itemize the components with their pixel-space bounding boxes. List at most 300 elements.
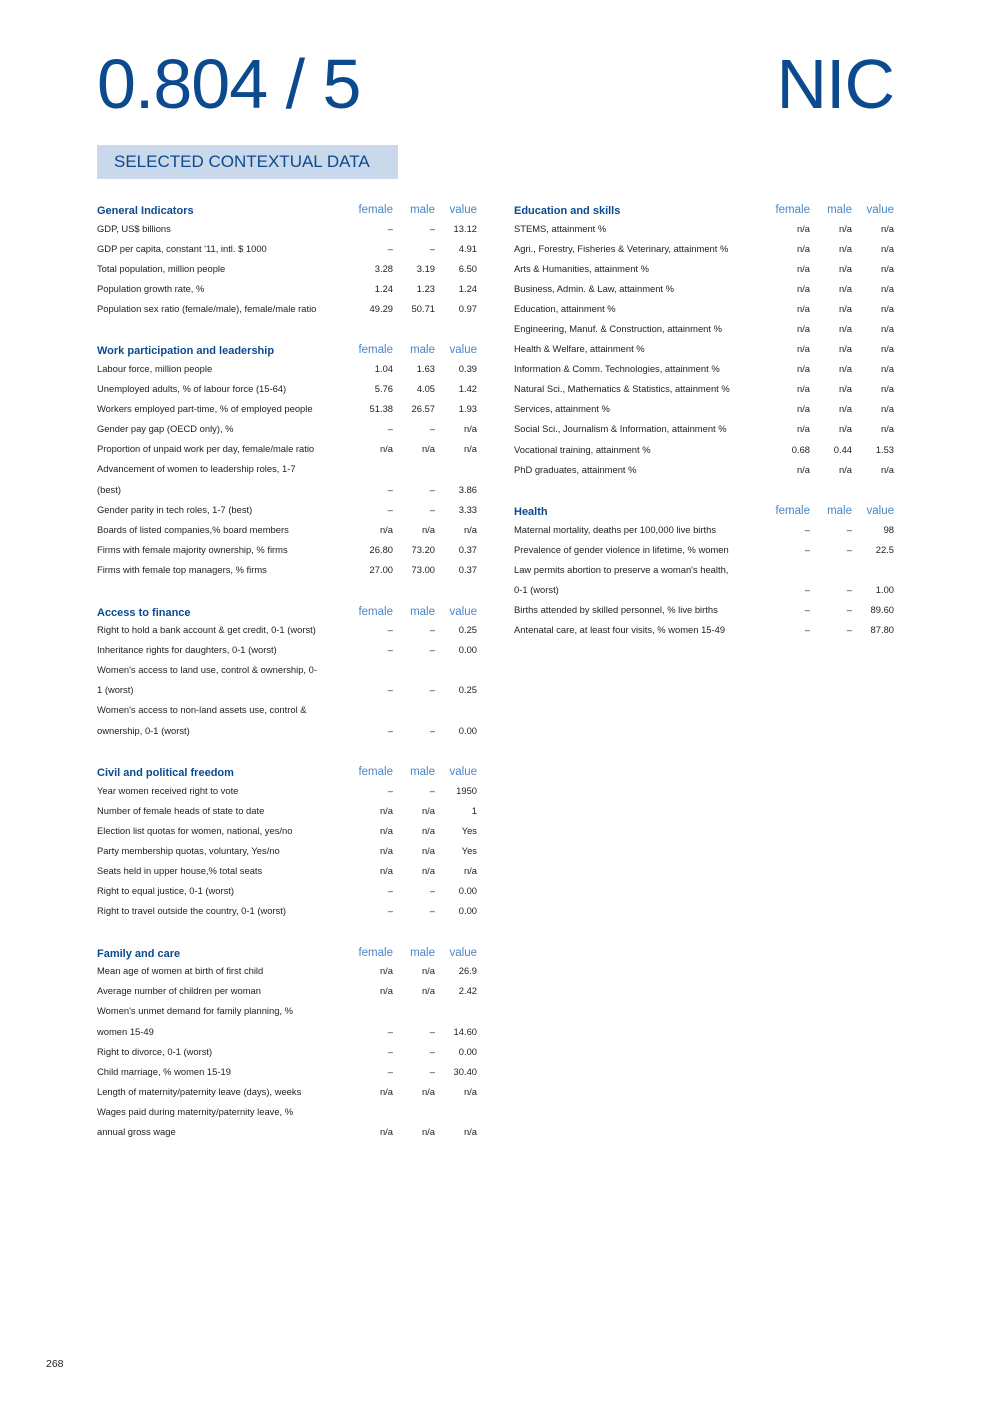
column-header-male: male <box>410 946 435 959</box>
female-value: 1.24 <box>374 282 393 294</box>
male-value: – <box>846 624 852 636</box>
row-label: 0-1 (worst) <box>514 584 559 596</box>
data-row <box>514 298 894 318</box>
data-row <box>514 218 894 238</box>
row-label: Gender pay gap (OECD only), % <box>97 423 234 435</box>
row-label: Education, attainment % <box>514 302 616 314</box>
female-value: n/a <box>796 423 810 435</box>
page-number: 268 <box>46 1358 64 1370</box>
ratio-value: 26.9 <box>458 965 477 977</box>
row-label: Boards of listed companies,% board members <box>97 523 289 535</box>
ratio-value: 3.33 <box>458 503 477 515</box>
female-value: n/a <box>379 985 393 997</box>
row-label: Law permits abortion to preserve a woman's health, <box>514 563 729 575</box>
row-label: Women's access to non-land assets use, control & <box>97 704 307 716</box>
data-row <box>97 238 477 258</box>
data-row <box>97 379 477 399</box>
data-row <box>97 419 477 439</box>
row-label: Unemployed adults, % of labour force (15-64) <box>97 383 287 395</box>
male-value: – <box>429 1045 435 1057</box>
data-row <box>97 700 477 720</box>
data-row <box>514 419 894 439</box>
female-value: – <box>387 1045 393 1057</box>
section-header <box>514 196 894 218</box>
female-value: n/a <box>379 523 393 535</box>
ratio-value: n/a <box>463 864 477 876</box>
data-row <box>514 539 894 559</box>
ratio-value: 0.39 <box>458 363 477 375</box>
ratio-value: 0.25 <box>458 684 477 696</box>
row-label: Right to divorce, 0-1 (worst) <box>97 1045 213 1057</box>
female-value: – <box>387 885 393 897</box>
data-row <box>97 1001 477 1021</box>
ratio-value: n/a <box>880 323 894 335</box>
female-value: n/a <box>379 1085 393 1097</box>
male-value: 73.00 <box>411 563 435 575</box>
male-value: n/a <box>421 985 435 997</box>
data-row <box>514 439 894 459</box>
row-label: Information & Comm. Technologies, attainment % <box>514 363 720 375</box>
section-header <box>514 497 894 519</box>
data-row <box>97 961 477 981</box>
row-label: Agri., Forestry, Fisheries & Veterinary, attainment % <box>514 242 729 254</box>
row-label: GDP, US$ billions <box>97 222 171 234</box>
male-value: 1.63 <box>416 363 435 375</box>
row-label: Seats held in upper house,% total seats <box>97 864 263 876</box>
female-value: n/a <box>379 844 393 856</box>
data-row <box>97 780 477 800</box>
female-value: – <box>804 584 810 596</box>
section-title: Access to finance <box>97 606 191 619</box>
ratio-value: n/a <box>463 443 477 455</box>
data-row <box>97 881 477 901</box>
female-value: n/a <box>796 383 810 395</box>
male-value: – <box>429 1065 435 1077</box>
ratio-value: 0.00 <box>458 724 477 736</box>
row-label: Antenatal care, at least four visits, % women 15-49 <box>514 624 726 636</box>
male-value: – <box>429 724 435 736</box>
ratio-value: 6.50 <box>458 262 477 274</box>
male-value: n/a <box>838 383 852 395</box>
female-value: – <box>387 503 393 515</box>
column-header-male: male <box>827 204 852 216</box>
female-value: n/a <box>796 403 810 415</box>
ratio-value: 2.42 <box>458 985 477 997</box>
section-family-and-care <box>97 939 477 1142</box>
data-row <box>97 1101 477 1121</box>
column-header-value: value <box>449 766 477 779</box>
female-value: – <box>387 483 393 495</box>
female-value: – <box>387 242 393 254</box>
male-value: 1.23 <box>416 282 435 294</box>
row-label: Maternal mortality, deaths per 100,000 live births <box>514 523 717 535</box>
data-row <box>97 820 477 840</box>
male-value: n/a <box>838 423 852 435</box>
female-value: n/a <box>796 282 810 294</box>
female-value: 26.80 <box>369 543 393 555</box>
female-value: – <box>387 1065 393 1077</box>
ratio-value: n/a <box>880 463 894 475</box>
data-row <box>97 680 477 700</box>
row-label: Women's access to land use, control & ownership, 0- <box>97 664 317 676</box>
data-row <box>97 559 477 579</box>
column-header-value: value <box>449 605 477 618</box>
data-row <box>97 358 477 378</box>
data-row <box>97 499 477 519</box>
female-value: – <box>387 423 393 435</box>
column-header-male: male <box>410 344 435 357</box>
ratio-value: n/a <box>880 423 894 435</box>
male-value: n/a <box>421 965 435 977</box>
data-row <box>97 1061 477 1081</box>
ratio-value: 1 <box>471 804 477 816</box>
section-health <box>514 497 894 640</box>
male-value: n/a <box>838 242 852 254</box>
row-label: Population growth rate, % <box>97 282 205 294</box>
male-value: – <box>429 684 435 696</box>
ratio-value: 87.80 <box>870 624 894 636</box>
score-heading: 0.804 / 5 <box>97 45 361 123</box>
female-value: 49.29 <box>369 302 393 314</box>
column-header-male: male <box>410 766 435 779</box>
row-label: Vocational training, attainment % <box>514 443 651 455</box>
female-value: – <box>387 784 393 796</box>
data-row <box>514 258 894 278</box>
column-header-female: female <box>775 204 810 216</box>
male-value: – <box>429 242 435 254</box>
male-value: – <box>846 584 852 596</box>
row-label: Mean age of women at birth of first child <box>97 965 264 977</box>
ratio-value: 1.53 <box>875 443 894 455</box>
section-title: General Indicators <box>97 205 194 217</box>
data-row <box>514 339 894 359</box>
row-label: Party membership quotas, voluntary, Yes/no <box>97 844 280 856</box>
column-header-female: female <box>358 946 393 959</box>
male-value: n/a <box>421 824 435 836</box>
data-row <box>97 981 477 1001</box>
section-education-and-skills <box>514 196 894 479</box>
row-label: Population sex ratio (female/male), female/male ratio <box>97 302 317 314</box>
ratio-value: 0.00 <box>458 885 477 897</box>
ratio-value: 1.24 <box>458 282 477 294</box>
row-label: Arts & Humanities, attainment % <box>514 262 649 274</box>
ratio-value: 0.37 <box>458 563 477 575</box>
ratio-value: n/a <box>880 302 894 314</box>
data-row <box>514 600 894 620</box>
male-value: n/a <box>838 363 852 375</box>
female-value: – <box>387 684 393 696</box>
female-value: n/a <box>796 463 810 475</box>
ratio-value: 30.40 <box>453 1065 477 1077</box>
column-header-female: female <box>358 344 393 357</box>
row-label: Women's unmet demand for family planning, % <box>97 1005 293 1017</box>
female-value: 3.28 <box>374 262 393 274</box>
data-row <box>97 860 477 880</box>
female-value: – <box>804 624 810 636</box>
ratio-value: n/a <box>463 1085 477 1097</box>
ratio-value: 1.93 <box>458 403 477 415</box>
column-header-female: female <box>358 204 393 216</box>
column-header-value: value <box>449 946 477 959</box>
ratio-value: n/a <box>463 523 477 535</box>
data-row <box>514 580 894 600</box>
ratio-value: 0.00 <box>458 905 477 917</box>
section-access-to-finance <box>97 598 477 741</box>
female-value: – <box>804 604 810 616</box>
male-value: 0.44 <box>833 443 852 455</box>
data-row <box>97 298 477 318</box>
section-header <box>97 758 477 780</box>
section-civil-and-political-freedom <box>97 758 477 921</box>
section-title: Civil and political freedom <box>97 767 234 780</box>
row-label: Births attended by skilled personnel, % live births <box>514 604 718 616</box>
column-header-female: female <box>775 505 810 518</box>
ratio-value: 4.91 <box>458 242 477 254</box>
row-label: Prevalence of gender violence in lifetime, % women <box>514 543 729 555</box>
row-label: Health & Welfare, attainment % <box>514 343 645 355</box>
female-value: – <box>804 543 810 555</box>
row-label: (best) <box>97 483 121 495</box>
data-row <box>97 459 477 479</box>
male-value: – <box>429 423 435 435</box>
female-value: n/a <box>796 363 810 375</box>
section-title: Health <box>514 506 548 519</box>
country-code: NIC <box>776 45 894 123</box>
ratio-value: n/a <box>463 423 477 435</box>
female-value: n/a <box>796 323 810 335</box>
row-label: Services, attainment % <box>514 403 610 415</box>
row-label: Engineering, Manuf. & Construction, attainment % <box>514 323 722 335</box>
row-label: STEMS, attainment % <box>514 222 607 234</box>
data-row <box>97 278 477 298</box>
female-value: 51.38 <box>369 403 393 415</box>
section-title: Work participation and leadership <box>97 345 275 358</box>
male-value: n/a <box>838 222 852 234</box>
row-label: Wages paid during maternity/paternity leave, % <box>97 1105 294 1117</box>
female-value: n/a <box>796 222 810 234</box>
ratio-value: n/a <box>880 222 894 234</box>
male-value: n/a <box>421 864 435 876</box>
row-label: Total population, million people <box>97 262 226 274</box>
male-value: – <box>429 503 435 515</box>
row-label: ownership, 0-1 (worst) <box>97 724 190 736</box>
male-value: n/a <box>421 804 435 816</box>
female-value: 27.00 <box>369 563 393 575</box>
data-row <box>514 359 894 379</box>
column-header-female: female <box>358 605 393 618</box>
female-value: – <box>387 1025 393 1037</box>
row-label: annual gross wage <box>97 1126 176 1138</box>
data-row <box>97 1021 477 1041</box>
male-value: – <box>429 784 435 796</box>
row-label: Workers employed part-time, % of employed people <box>97 403 313 415</box>
female-value: – <box>387 905 393 917</box>
male-value: – <box>429 885 435 897</box>
data-row <box>97 840 477 860</box>
data-row <box>514 318 894 338</box>
male-value: n/a <box>838 282 852 294</box>
column-header-value: value <box>866 505 894 518</box>
data-row <box>97 519 477 539</box>
male-value: 4.05 <box>416 383 435 395</box>
ratio-value: n/a <box>880 343 894 355</box>
data-row <box>97 258 477 278</box>
male-value: – <box>846 543 852 555</box>
ratio-value: 14.60 <box>453 1025 477 1037</box>
female-value: – <box>804 523 810 535</box>
column-header-male: male <box>410 204 435 216</box>
female-value: n/a <box>379 864 393 876</box>
male-value: n/a <box>421 1126 435 1138</box>
row-label: Social Sci., Journalism & Information, attainment % <box>514 423 727 435</box>
row-label: Inheritance rights for daughters, 0-1 (worst) <box>97 644 277 656</box>
ratio-value: 3.86 <box>458 483 477 495</box>
row-label: 1 (worst) <box>97 684 134 696</box>
ratio-value: n/a <box>880 262 894 274</box>
data-row <box>97 539 477 559</box>
ratio-value: 0.00 <box>458 644 477 656</box>
ratio-value: 1950 <box>456 784 477 796</box>
ratio-value: Yes <box>461 824 477 836</box>
data-row <box>97 439 477 459</box>
data-row <box>514 459 894 479</box>
male-value: n/a <box>421 523 435 535</box>
female-value: n/a <box>379 824 393 836</box>
male-value: – <box>429 1025 435 1037</box>
female-value: n/a <box>379 804 393 816</box>
female-value: – <box>387 222 393 234</box>
section-title: Family and care <box>97 947 181 960</box>
ratio-value: Yes <box>461 844 477 856</box>
section-work-participation-and-leadership <box>97 336 477 579</box>
column-header-value: value <box>866 204 894 216</box>
male-value: n/a <box>838 302 852 314</box>
female-value: n/a <box>379 443 393 455</box>
section-header <box>97 939 477 961</box>
section-banner: SELECTED CONTEXTUAL DATA <box>97 145 398 179</box>
row-label: Year women received right to vote <box>97 784 239 796</box>
male-value: n/a <box>838 323 852 335</box>
male-value: n/a <box>838 262 852 274</box>
data-row <box>97 479 477 499</box>
column-header-male: male <box>827 505 852 518</box>
column-header-value: value <box>449 344 477 357</box>
left-column <box>97 196 477 1160</box>
section-general-indicators <box>97 196 477 318</box>
row-label: Number of female heads of state to date <box>97 804 265 816</box>
female-value: – <box>387 624 393 636</box>
row-label: Length of maternity/paternity leave (days), weeks <box>97 1085 302 1097</box>
female-value: n/a <box>379 965 393 977</box>
ratio-value: 0.25 <box>458 624 477 636</box>
data-row <box>514 278 894 298</box>
ratio-value: 0.00 <box>458 1045 477 1057</box>
section-header <box>97 196 477 218</box>
female-value: – <box>387 724 393 736</box>
female-value: 0.68 <box>791 443 810 455</box>
column-header-value: value <box>449 204 477 216</box>
data-row <box>97 720 477 740</box>
female-value: 1.04 <box>374 363 393 375</box>
male-value: – <box>429 905 435 917</box>
row-label: Election list quotas for women, national, yes/no <box>97 824 293 836</box>
ratio-value: n/a <box>880 383 894 395</box>
row-label: Natural Sci., Mathematics & Statistics, attainment % <box>514 383 730 395</box>
female-value: n/a <box>796 343 810 355</box>
row-label: Gender parity in tech roles, 1-7 (best) <box>97 503 253 515</box>
male-value: n/a <box>421 1085 435 1097</box>
ratio-value: n/a <box>880 363 894 375</box>
male-value: – <box>429 222 435 234</box>
data-row <box>97 1041 477 1061</box>
ratio-value: 0.37 <box>458 543 477 555</box>
male-value: n/a <box>421 844 435 856</box>
row-label: Firms with female top managers, % firms <box>97 563 267 575</box>
male-value: n/a <box>421 443 435 455</box>
column-header-female: female <box>358 766 393 779</box>
data-row <box>514 519 894 539</box>
data-row <box>514 620 894 640</box>
row-label: Advancement of women to leadership roles, 1-7 <box>97 463 296 475</box>
data-row <box>97 399 477 419</box>
data-row <box>514 559 894 579</box>
female-value: n/a <box>796 262 810 274</box>
male-value: 73.20 <box>411 543 435 555</box>
ratio-value: n/a <box>463 1126 477 1138</box>
row-label: Right to hold a bank account & get credit, 0-1 (worst) <box>97 624 316 636</box>
male-value: – <box>429 624 435 636</box>
row-label: Right to equal justice, 0-1 (worst) <box>97 885 235 897</box>
male-value: – <box>846 523 852 535</box>
ratio-value: n/a <box>880 282 894 294</box>
male-value: – <box>429 483 435 495</box>
female-value: n/a <box>796 302 810 314</box>
row-label: Business, Admin. & Law, attainment % <box>514 282 674 294</box>
row-label: Average number of children per woman <box>97 985 261 997</box>
section-title: Education and skills <box>514 205 621 217</box>
row-label: Right to travel outside the country, 0-1 (worst) <box>97 905 286 917</box>
male-value: n/a <box>838 463 852 475</box>
female-value: 5.76 <box>374 383 393 395</box>
row-label: PhD graduates, attainment % <box>514 463 637 475</box>
row-label: Labour force, million people <box>97 363 213 375</box>
female-value: n/a <box>379 1126 393 1138</box>
female-value: n/a <box>796 242 810 254</box>
ratio-value: 13.12 <box>453 222 477 234</box>
ratio-value: 22.5 <box>875 543 894 555</box>
male-value: n/a <box>838 403 852 415</box>
section-header <box>97 336 477 358</box>
male-value: – <box>846 604 852 616</box>
data-row <box>97 800 477 820</box>
ratio-value: 0.97 <box>458 302 477 314</box>
data-row <box>97 1081 477 1101</box>
data-row <box>514 379 894 399</box>
male-value: n/a <box>838 343 852 355</box>
column-header-male: male <box>410 605 435 618</box>
row-label: Child marriage, % women 15-19 <box>97 1065 231 1077</box>
male-value: – <box>429 644 435 656</box>
data-row <box>514 238 894 258</box>
male-value: 26.57 <box>411 403 435 415</box>
data-row <box>97 901 477 921</box>
ratio-value: n/a <box>880 242 894 254</box>
ratio-value: n/a <box>880 403 894 415</box>
male-value: 3.19 <box>416 262 435 274</box>
right-column <box>514 196 894 658</box>
ratio-value: 98 <box>883 523 894 535</box>
row-label: GDP per capita, constant '11, intl. $ 1000 <box>97 242 267 254</box>
